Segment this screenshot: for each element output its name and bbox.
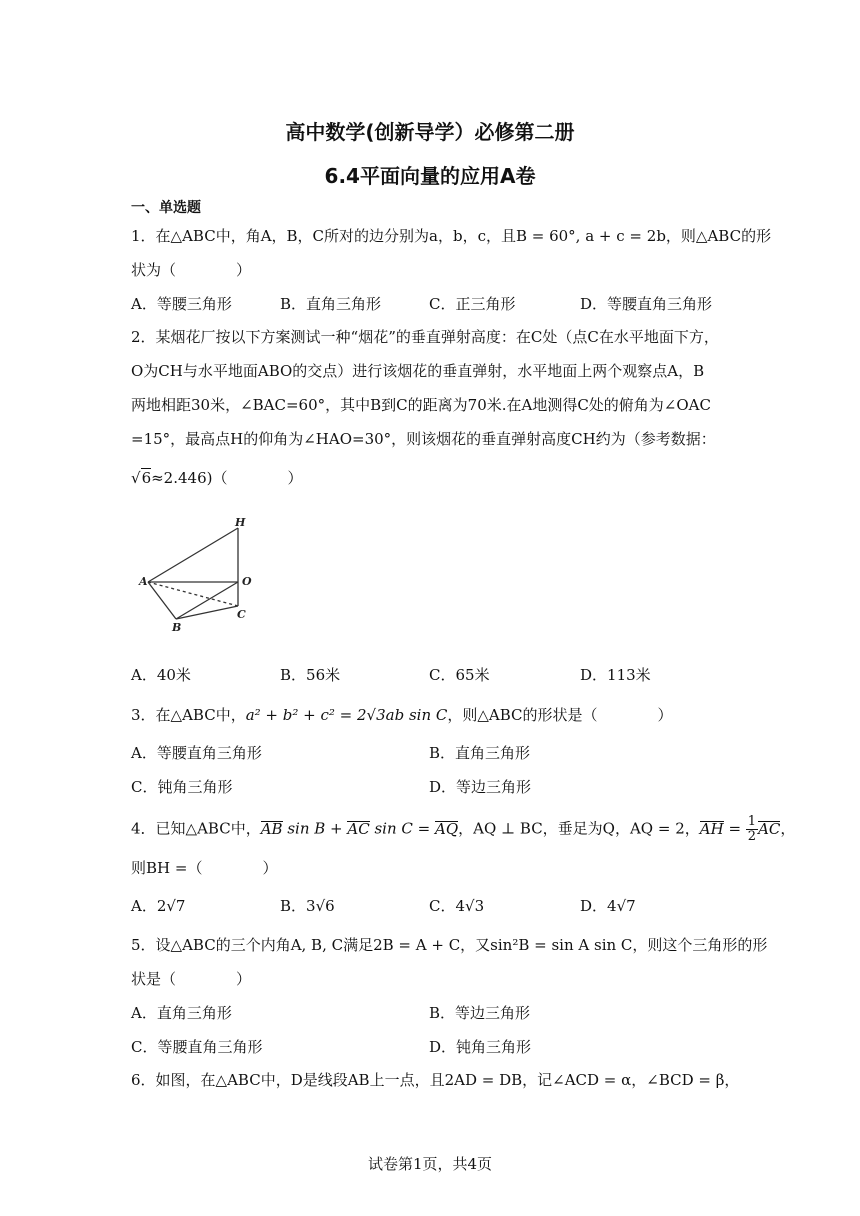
question-4-line-1 bbox=[131, 815, 795, 844]
question-4-line-2: 则BH =（ ） bbox=[131, 859, 278, 877]
sqrt-symbol: √ bbox=[131, 469, 141, 487]
question-3-option-c: C．钝角三角形 bbox=[131, 778, 233, 796]
question-3-line-1 bbox=[131, 704, 673, 725]
question-5-option-c: C．等腰直角三角形 bbox=[131, 1038, 263, 1056]
question-5-option-b: B．等边三角形 bbox=[429, 1004, 531, 1022]
vector-ac: AC bbox=[347, 819, 370, 838]
page-title: 高中数学(创新导学）必修第二册 bbox=[285, 120, 575, 144]
question-2-line-5 bbox=[131, 467, 302, 488]
question-3-option-b: B．直角三角形 bbox=[429, 744, 531, 762]
vector-ah: AH bbox=[699, 819, 724, 838]
question-5-option-d: D．钝角三角形 bbox=[429, 1038, 532, 1056]
question-2-line-1: 2．某烟花厂按以下方案测试一种“烟花”的垂直弹射高度：在C处（点C在水平地面下方， bbox=[131, 328, 719, 346]
question-4-prefix: 4．已知△ABC中， bbox=[131, 819, 261, 838]
line-bc bbox=[176, 606, 238, 619]
label-c: C bbox=[237, 608, 246, 621]
question-3-option-a: A．等腰直角三角形 bbox=[131, 744, 262, 762]
question-3-option-d: D．等边三角形 bbox=[429, 778, 532, 796]
question-4-term-3: ，AQ ⊥ BC，垂足为Q，AQ = 2， bbox=[458, 819, 700, 838]
fraction-denominator: 2 bbox=[747, 829, 757, 844]
line-ab bbox=[148, 582, 176, 619]
question-4-term-1: sin B + bbox=[282, 819, 348, 838]
question-2-line-4: =15°，最高点H的仰角为∠HAO=30°，则该烟花的垂直弹射高度CH约为（参考数据： bbox=[131, 430, 716, 448]
question-2-option-c: C．65米 bbox=[429, 666, 490, 684]
question-5-option-a: A．直角三角形 bbox=[131, 1004, 232, 1022]
question-6-line-1: 6．如图，在△ABC中，D是线段AB上一点，且2AD = DB，记∠ACD = α，∠BCD = β， bbox=[131, 1071, 740, 1089]
vector-aq: AQ bbox=[434, 819, 459, 838]
question-5-line-1: 5．设△ABC的三个内角A, B, C满足2B = A + C，又sin²B = sin A sin C，则这个三角形的形 bbox=[131, 936, 768, 954]
question-4-term-5: ， bbox=[780, 819, 796, 838]
question-4-option-d: D．4√7 bbox=[580, 897, 636, 915]
question-4-option-b: B．3√6 bbox=[280, 897, 335, 915]
question-2-line-2: O为CH与水平地面ABO的交点）进行该烟花的垂直弹射，水平地面上两个观察点A，B bbox=[131, 362, 705, 380]
label-a: A bbox=[139, 575, 148, 588]
question-1-line-1: 1．在△ABC中，角A，B，C所对的边分别为a，b，c，且B = 60°, a + c = 2b，则△ABC的形 bbox=[131, 227, 772, 245]
line-ac-dashed bbox=[148, 582, 238, 606]
question-2-line-5-text: ≈2.446)（ ） bbox=[151, 469, 303, 487]
page-footer: 试卷第1页，共4页 bbox=[367, 1155, 493, 1173]
question-1-option-b: B．直角三角形 bbox=[280, 295, 382, 313]
question-2-option-b: B．56米 bbox=[280, 666, 341, 684]
question-4-term-4: = bbox=[723, 819, 746, 838]
question-2-line-3: 两地相距30米，∠BAC=60°，其中B到C的距离为70米.在A地测得C处的俯角为∠OAC bbox=[131, 396, 711, 414]
question-2-option-a: A．40米 bbox=[131, 666, 191, 684]
fraction-numerator: 1 bbox=[747, 814, 757, 829]
label-o: O bbox=[242, 575, 252, 588]
section-heading: 一、单选题 bbox=[131, 200, 201, 216]
label-b: B bbox=[172, 621, 182, 634]
line-ah bbox=[148, 528, 238, 582]
question-4-option-c: C．4√3 bbox=[429, 897, 485, 915]
vector-ac-2: AC bbox=[758, 819, 781, 838]
line-bo bbox=[176, 582, 238, 619]
question-3-suffix: ，则△ABC的形状是（ ） bbox=[447, 706, 673, 724]
question-1-option-c: C．正三角形 bbox=[429, 295, 516, 313]
question-1-option-d: D．等腰直角三角形 bbox=[580, 295, 713, 313]
question-4-option-a: A．2√7 bbox=[131, 897, 186, 915]
question-4-term-2: sin C = bbox=[369, 819, 435, 838]
question-1-line-2: 状为（ ） bbox=[131, 261, 252, 279]
sqrt-argument: 6 bbox=[141, 469, 152, 487]
fraction-one-half bbox=[746, 815, 758, 844]
question-5-line-2: 状是（ ） bbox=[131, 970, 252, 988]
label-h: H bbox=[235, 516, 246, 529]
vector-ab: AB bbox=[260, 819, 283, 838]
question-3-prefix: 3．在△ABC中， bbox=[131, 706, 246, 724]
page-subtitle: 6.4平面向量的应用A卷 bbox=[324, 164, 536, 188]
question-1-option-a: A．等腰三角形 bbox=[131, 295, 232, 313]
question-3-formula: a² + b² + c² = 2√3ab sin C bbox=[245, 706, 448, 724]
question-2-option-d: D．113米 bbox=[580, 666, 651, 684]
rocket-geometry-figure bbox=[138, 515, 258, 635]
